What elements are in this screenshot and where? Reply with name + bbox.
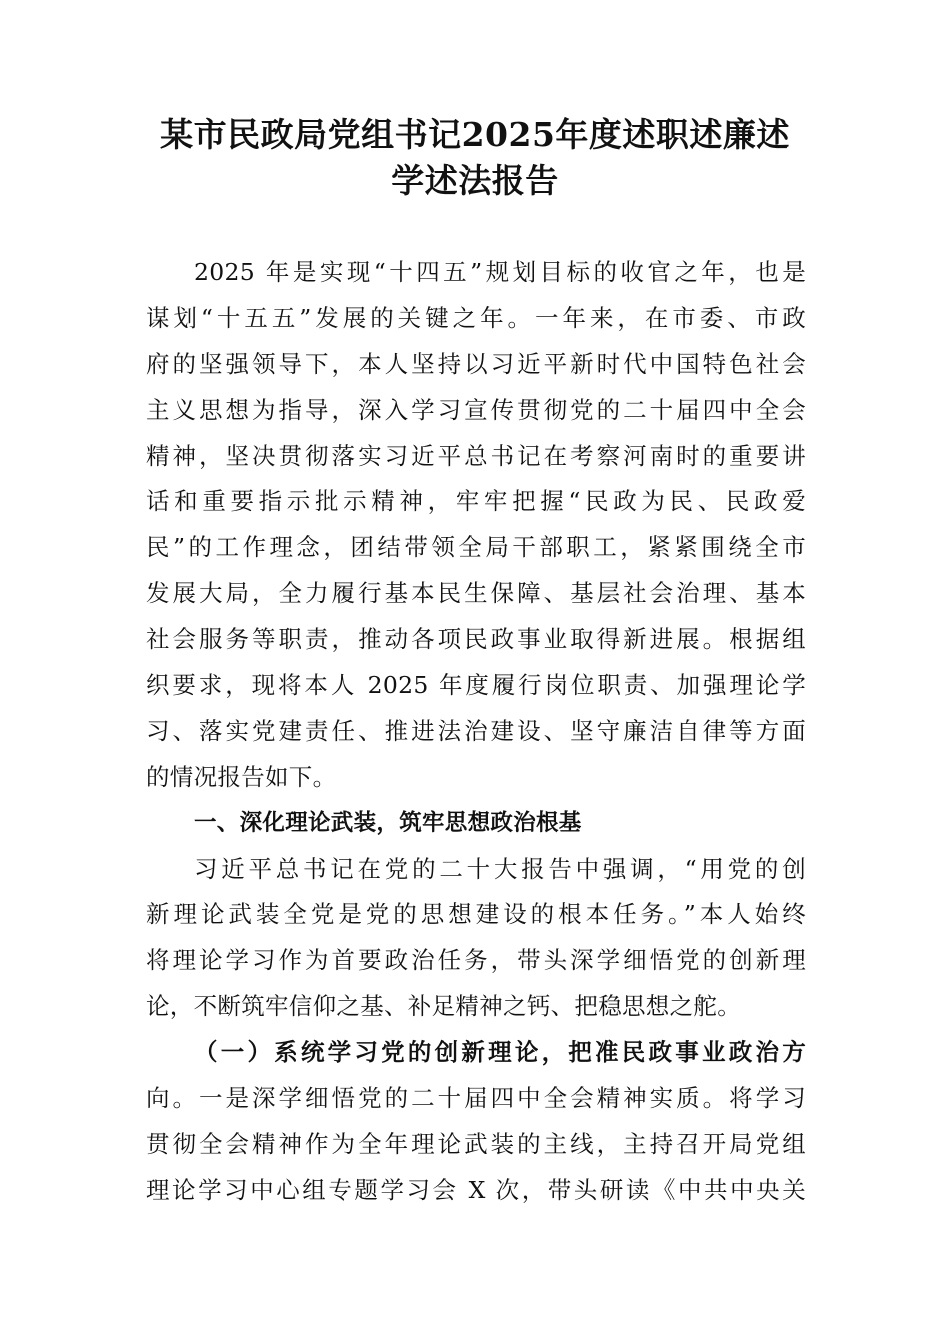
paragraph-line: 精神，坚决贯彻落实习近平总书记在考察河南时的重要讲 [146, 441, 806, 470]
paragraph-line: 话和重要指示批示精神，牢牢把握“民政为民、民政爱 [146, 487, 806, 516]
paragraph-line: 社会服务等职责，推动各项民政事业取得新进展。根据组 [146, 625, 806, 654]
paragraph-line: 谋划“十五五”发展的关键之年。一年来，在市委、市政 [146, 303, 806, 332]
paragraph-line: 发展大局，全力履行基本民生保障、基层社会治理、基本 [146, 579, 806, 608]
paragraph-line: 理论学习中心组专题学习会 X 次，带头研读《中共中央关 [146, 1175, 806, 1204]
document-body [146, 250, 806, 1214]
section-heading: 一、深化理论武装，筑牢思想政治根基 [194, 809, 582, 836]
title-line-1: 某市民政局党组书记2025年度述职述廉述 [160, 115, 790, 154]
paragraph-line: 民”的工作理念，团结带领全局干部职工，紧紧围绕全市 [146, 533, 806, 562]
paragraph-line: 主义思想为指导，深入学习宣传贯彻党的二十届四中全会 [146, 395, 806, 424]
paragraph-line: 的情况报告如下。 [146, 762, 337, 791]
paragraph-line: 织要求，现将本人 2025 年度履行岗位职责、加强理论学 [146, 671, 806, 700]
paragraph-line: 府的坚强领导下，本人坚持以习近平新时代中国特色社会 [146, 349, 806, 378]
paragraph-line: 新理论武装全党是党的思想建设的根本任务。”本人始终 [146, 900, 806, 929]
paragraph-line: 向。一是深学细悟党的二十届四中全会精神实质。将学习 [146, 1084, 806, 1113]
paragraph-line: 习近平总书记在党的二十大报告中强调，“用党的创 [194, 854, 806, 883]
paragraph-line: 习、落实党建责任、推进法治建设、坚守廉洁自律等方面 [146, 716, 806, 745]
paragraph-line: 2025 年是实现“十四五”规划目标的收官之年，也是 [194, 258, 806, 286]
paragraph-line: 将理论学习作为首要政治任务，带头深学细悟党的创新理 [146, 946, 806, 975]
paragraph-line: 论，不断筑牢信仰之基、补足精神之钙、把稳思想之舵。 [146, 992, 741, 1021]
title-line-2: 学述法报告 [391, 161, 559, 200]
paragraph-line: 贯彻全会精神作为全年理论武装的主线，主持召开局党组 [146, 1129, 806, 1158]
document-title [130, 112, 820, 204]
subsection-line: （一）系统学习党的创新理论，把准民政事业政治方 [194, 1038, 806, 1067]
